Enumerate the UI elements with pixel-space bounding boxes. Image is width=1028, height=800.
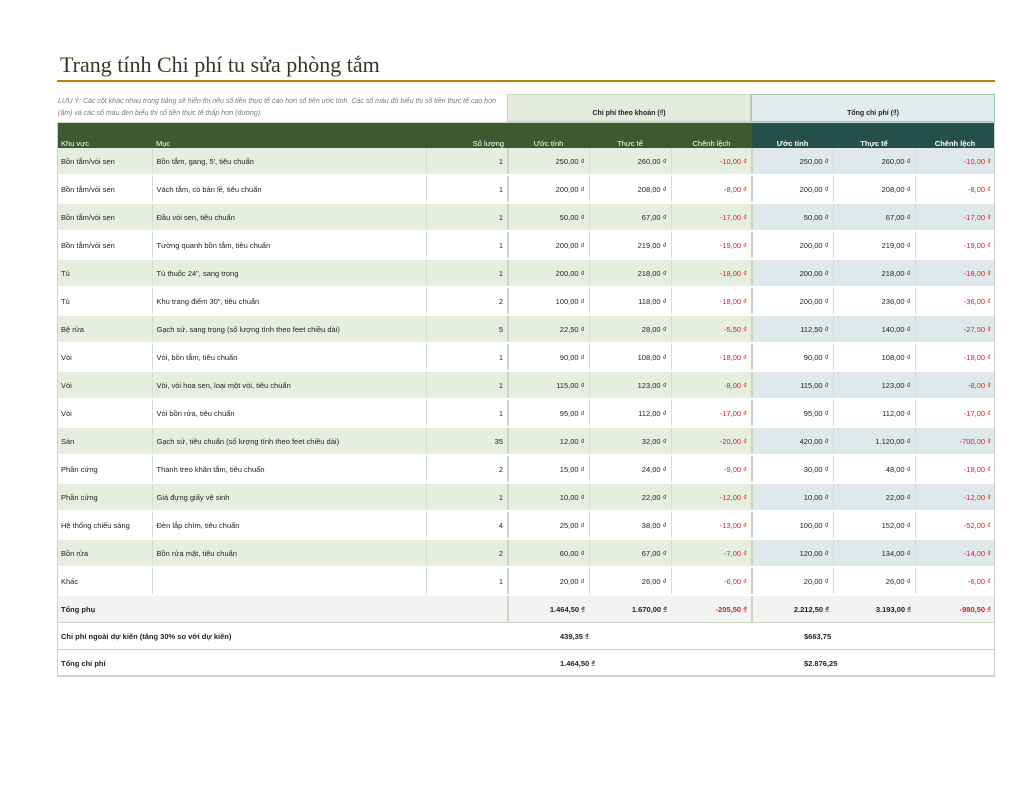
cell-total-est[interactable]: 100,00 ₫ xyxy=(752,511,833,539)
cell-diff[interactable]: -18,00 ₫ xyxy=(671,259,752,287)
note-text: LƯU Ý: Các cột khác nhau trong bảng sẽ hiển thị nếu số tiền thực tế cao hơn số tiền ước tính. Các số màu đỏ biểu thị số tiền thực tế cao hơn (âm) và các số màu đen biểu thị số tiền thực tế thấp hơn (dương). xyxy=(58,98,497,117)
cell-area[interactable]: Bồn tắm/vòi sen xyxy=(57,175,152,203)
cell-area[interactable]: Hệ thống chiếu sáng xyxy=(57,511,152,539)
cell-est[interactable]: 95,00 ₫ xyxy=(508,399,589,427)
cell-area[interactable]: Vòi xyxy=(57,343,152,371)
cell-act[interactable]: 112,00 ₫ xyxy=(589,399,671,427)
cell-item[interactable]: Vòi, bồn tắm, tiêu chuẩn xyxy=(152,343,426,371)
cell-qty[interactable]: 2 xyxy=(426,539,508,567)
cell-total-act[interactable]: 26,00 ₫ xyxy=(833,567,915,595)
cell-area[interactable]: Bồn tắm/vòi sen xyxy=(57,231,152,259)
cell-total-diff[interactable]: -700,00 ₫ xyxy=(915,427,995,455)
cell-est[interactable]: 12,00 ₫ xyxy=(508,427,589,455)
cell-total-act[interactable]: 108,00 ₫ xyxy=(833,343,915,371)
cell-total-diff[interactable]: -8,00 ₫ xyxy=(915,371,995,399)
cell-act[interactable]: 260,00 ₫ xyxy=(589,148,671,175)
cell-act[interactable]: 26,00 ₫ xyxy=(589,567,671,595)
cell-diff[interactable]: -6,00 ₫ xyxy=(671,567,752,595)
cell-total-diff[interactable]: -10,00 ₫ xyxy=(915,148,995,175)
cell-total-est[interactable]: 112,50 ₫ xyxy=(752,315,833,343)
cell-diff[interactable]: -18,00 ₫ xyxy=(671,287,752,315)
cell-qty[interactable]: 1 xyxy=(426,231,508,259)
cell-total-act[interactable]: 48,00 ₫ xyxy=(833,455,915,483)
cell-diff[interactable]: -19,00 ₫ xyxy=(671,231,752,259)
cell-total-est[interactable]: 90,00 ₫ xyxy=(752,343,833,371)
grand-total-row xyxy=(57,650,995,677)
cell-total-act[interactable]: 152,00 ₫ xyxy=(833,511,915,539)
cell-total-diff[interactable]: -14,00 ₫ xyxy=(915,539,995,567)
cell-total-diff[interactable]: -18,00 ₫ xyxy=(915,343,995,371)
table-row xyxy=(57,315,995,343)
cell-item[interactable]: Bồn rửa mặt, tiêu chuẩn xyxy=(152,539,426,567)
table-row xyxy=(57,259,995,287)
table-row xyxy=(57,399,995,427)
cell-diff[interactable]: -17,00 ₫ xyxy=(671,203,752,231)
cell-area[interactable]: Vòi xyxy=(57,399,152,427)
table-row xyxy=(57,203,995,231)
cell-qty[interactable]: 4 xyxy=(426,511,508,539)
title-divider xyxy=(57,80,995,82)
cell-item[interactable]: Vòi bồn rửa, tiêu chuẩn xyxy=(152,399,426,427)
group-header-item-cost: Chi phí theo khoản (₫) xyxy=(507,94,751,122)
cell-area[interactable]: Vòi xyxy=(57,371,152,399)
table-row xyxy=(57,427,995,455)
cell-diff[interactable]: -13,00 ₫ xyxy=(671,511,752,539)
cell-total-diff[interactable]: -27,50 ₫ xyxy=(915,315,995,343)
cell-item[interactable]: Tường quanh bồn tắm, tiêu chuẩn xyxy=(152,231,426,259)
contingency-total[interactable]: $663,75 xyxy=(752,623,995,650)
cell-total-est[interactable]: 250,00 ₫ xyxy=(752,148,833,175)
cell-est[interactable]: 25,00 ₫ xyxy=(508,511,589,539)
cell-diff[interactable]: -8,00 ₫ xyxy=(671,175,752,203)
cell-diff[interactable]: -7,00 ₫ xyxy=(671,539,752,567)
cell-diff[interactable]: -10,00 ₫ xyxy=(671,148,752,175)
subtotal-total-est[interactable]: 2.212,50 ₫ xyxy=(752,595,833,623)
cell-qty[interactable]: 2 xyxy=(426,455,508,483)
cell-est[interactable]: 200,00 ₫ xyxy=(508,175,589,203)
cell-total-est[interactable]: 200,00 ₫ xyxy=(752,231,833,259)
cell-est[interactable]: 15,00 ₫ xyxy=(508,455,589,483)
cell-est[interactable]: 20,00 ₫ xyxy=(508,567,589,595)
cell-total-diff[interactable]: -19,00 ₫ xyxy=(915,231,995,259)
cell-est[interactable]: 22,50 ₫ xyxy=(508,315,589,343)
cell-total-act[interactable]: 134,00 ₫ xyxy=(833,539,915,567)
cell-item[interactable]: Thanh treo khăn tắm, tiêu chuẩn xyxy=(152,455,426,483)
cell-qty[interactable]: 1 xyxy=(426,203,508,231)
cell-item[interactable]: Đèn lắp chìm, tiêu chuẩn xyxy=(152,511,426,539)
cell-diff[interactable]: -12,00 ₫ xyxy=(671,483,752,511)
column-header-total-act[interactable]: Thực tế xyxy=(833,122,915,148)
cell-qty[interactable]: 1 xyxy=(426,371,508,399)
cell-qty[interactable]: 1 xyxy=(426,343,508,371)
cell-item[interactable] xyxy=(152,567,426,595)
column-header-row xyxy=(57,122,995,148)
cell-total-diff[interactable]: -8,00 ₫ xyxy=(915,175,995,203)
subtotal-est[interactable]: 1.464,50 ₫ xyxy=(508,595,589,623)
grand-total-label[interactable]: Tổng chi phí xyxy=(57,650,508,677)
table-row xyxy=(57,371,995,399)
cost-table xyxy=(57,122,995,677)
cell-est[interactable]: 60,00 ₫ xyxy=(508,539,589,567)
cell-total-act[interactable]: 260,00 ₫ xyxy=(833,148,915,175)
column-header-qty[interactable]: Số lượng xyxy=(426,122,508,148)
cell-est[interactable]: 115,00 ₫ xyxy=(508,371,589,399)
cell-qty[interactable]: 1 xyxy=(426,399,508,427)
cell-act[interactable]: 218,00 ₫ xyxy=(589,259,671,287)
cell-est[interactable]: 250,00 ₫ xyxy=(508,148,589,175)
subtotal-diff[interactable]: -205,50 ₫ xyxy=(671,595,752,623)
cell-total-est[interactable]: 30,00 ₫ xyxy=(752,455,833,483)
cell-total-est[interactable]: 200,00 ₫ xyxy=(752,259,833,287)
cell-act[interactable]: 123,00 ₫ xyxy=(589,371,671,399)
contingency-est[interactable]: 439,35 ₫ xyxy=(508,623,752,650)
cell-act[interactable]: 38,00 ₫ xyxy=(589,511,671,539)
cell-total-act[interactable]: 140,00 ₫ xyxy=(833,315,915,343)
cell-total-est[interactable]: 95,00 ₫ xyxy=(752,399,833,427)
cell-act[interactable]: 24,00 ₫ xyxy=(589,455,671,483)
cell-area[interactable]: Phần cứng xyxy=(57,455,152,483)
cell-total-est[interactable]: 10,00 ₫ xyxy=(752,483,833,511)
cell-qty[interactable]: 1 xyxy=(426,259,508,287)
cell-total-act[interactable]: 67,00 ₫ xyxy=(833,203,915,231)
cell-est[interactable]: 200,00 ₫ xyxy=(508,231,589,259)
cell-total-est[interactable]: 200,00 ₫ xyxy=(752,287,833,315)
column-header-est[interactable]: Ước tính xyxy=(508,122,589,148)
table-row xyxy=(57,483,995,511)
cell-item[interactable]: Giá đựng giấy vệ sinh xyxy=(152,483,426,511)
cell-item[interactable]: Đầu vòi sen, tiêu chuẩn xyxy=(152,203,426,231)
column-header-act[interactable]: Thực tế xyxy=(589,122,671,148)
cell-total-est[interactable]: 20,00 ₫ xyxy=(752,567,833,595)
table-row xyxy=(57,511,995,539)
cell-total-diff[interactable]: -52,00 ₫ xyxy=(915,511,995,539)
subtotal-act[interactable]: 1.670,00 ₫ xyxy=(589,595,671,623)
cell-act[interactable]: 22,00 ₫ xyxy=(589,483,671,511)
cell-diff[interactable]: -20,00 ₫ xyxy=(671,427,752,455)
column-header-diff[interactable]: Chênh lệch xyxy=(671,122,752,148)
cell-qty[interactable]: 5 xyxy=(426,315,508,343)
cell-total-diff[interactable]: -12,00 ₫ xyxy=(915,483,995,511)
cell-est[interactable]: 10,00 ₫ xyxy=(508,483,589,511)
table-row xyxy=(57,231,995,259)
cell-area[interactable]: Bệ rửa xyxy=(57,315,152,343)
cell-diff[interactable]: -17,00 ₫ xyxy=(671,399,752,427)
cell-act[interactable]: 67,00 ₫ xyxy=(589,203,671,231)
cell-total-act[interactable]: 208,00 ₫ xyxy=(833,175,915,203)
table-row xyxy=(57,539,995,567)
cell-area[interactable]: Bồn rửa xyxy=(57,539,152,567)
cell-est[interactable]: 50,00 ₫ xyxy=(508,203,589,231)
cell-area[interactable]: Khác xyxy=(57,567,152,595)
cell-qty[interactable]: 1 xyxy=(426,175,508,203)
cell-area[interactable]: Tủ xyxy=(57,259,152,287)
column-header-item[interactable]: Mục xyxy=(152,122,426,148)
group-header-total-cost: Tổng chi phí (₫) xyxy=(751,94,995,122)
cell-item[interactable]: Bồn tắm, gang, 5', tiêu chuẩn xyxy=(152,148,426,175)
grand-total-est[interactable]: 1.464,50 ₫ xyxy=(508,650,752,677)
cell-item[interactable]: Khu trang điểm 30", tiêu chuẩn xyxy=(152,287,426,315)
cell-qty[interactable]: 1 xyxy=(426,483,508,511)
subtotal-label[interactable]: Tổng phụ xyxy=(57,595,508,623)
cell-act[interactable]: 28,00 ₫ xyxy=(589,315,671,343)
cell-area[interactable]: Phần cứng xyxy=(57,483,152,511)
cell-item[interactable]: Tủ thuốc 24", sang trọng xyxy=(152,259,426,287)
cell-act[interactable]: 32,00 ₫ xyxy=(589,427,671,455)
cell-qty[interactable]: 1 xyxy=(426,148,508,175)
cell-total-diff[interactable]: -18,00 ₫ xyxy=(915,259,995,287)
subtotal-row xyxy=(57,595,995,623)
cell-total-act[interactable]: 123,00 ₫ xyxy=(833,371,915,399)
cell-act[interactable]: 118,00 ₫ xyxy=(589,287,671,315)
cell-total-est[interactable]: 115,00 ₫ xyxy=(752,371,833,399)
cell-qty[interactable]: 2 xyxy=(426,287,508,315)
cell-total-est[interactable]: 120,00 ₫ xyxy=(752,539,833,567)
cell-total-act[interactable]: 112,00 ₫ xyxy=(833,399,915,427)
table-row xyxy=(57,455,995,483)
cell-est[interactable]: 100,00 ₫ xyxy=(508,287,589,315)
table-row xyxy=(57,343,995,371)
table-row xyxy=(57,175,995,203)
cell-act[interactable]: 108,00 ₫ xyxy=(589,343,671,371)
cell-total-act[interactable]: 22,00 ₫ xyxy=(833,483,915,511)
table-row xyxy=(57,567,995,595)
page-title: Trang tính Chi phí tu sửa phòng tắm xyxy=(60,52,380,77)
subtotal-total-diff[interactable]: -980,50 ₫ xyxy=(915,595,995,623)
cell-diff[interactable]: -18,00 ₫ xyxy=(671,343,752,371)
cell-diff[interactable]: -9,00 ₫ xyxy=(671,455,752,483)
table-row xyxy=(57,287,995,315)
cell-total-est[interactable]: 420,00 ₫ xyxy=(752,427,833,455)
cell-total-act[interactable]: 218,00 ₫ xyxy=(833,259,915,287)
cell-area[interactable]: Tủ xyxy=(57,287,152,315)
cell-total-act[interactable]: 1.120,00 ₫ xyxy=(833,427,915,455)
cell-total-est[interactable]: 50,00 ₫ xyxy=(752,203,833,231)
cell-act[interactable]: 67,00 ₫ xyxy=(589,539,671,567)
contingency-row xyxy=(57,623,995,650)
cell-diff[interactable]: -5,50 ₫ xyxy=(671,315,752,343)
cell-item[interactable]: Gạch sứ, sang trọng (số lượng tính theo feet chiều dài) xyxy=(152,315,426,343)
cell-total-act[interactable]: 219,00 ₫ xyxy=(833,231,915,259)
subtotal-total-act[interactable]: 3.193,00 ₫ xyxy=(833,595,915,623)
cell-item[interactable]: Gạch sứ, tiêu chuẩn (số lượng tính theo feet chiều dài) xyxy=(152,427,426,455)
cell-item[interactable]: Vách tắm, có bản lề, tiêu chuẩn xyxy=(152,175,426,203)
cell-total-act[interactable]: 236,00 ₫ xyxy=(833,287,915,315)
cell-est[interactable]: 90,00 ₫ xyxy=(508,343,589,371)
cell-total-diff[interactable]: -17,00 ₫ xyxy=(915,203,995,231)
cell-item[interactable]: Vòi, vòi hoa sen, loại một vòi, tiêu chuẩn xyxy=(152,371,426,399)
cell-total-est[interactable]: 200,00 ₫ xyxy=(752,175,833,203)
column-header-area[interactable]: Khu vực xyxy=(57,122,152,148)
cell-total-diff[interactable]: -17,00 ₫ xyxy=(915,399,995,427)
grand-total-total[interactable]: $2.876,25 xyxy=(752,650,995,677)
cell-est[interactable]: 200,00 ₫ xyxy=(508,259,589,287)
cell-area[interactable]: Bồn tắm/vòi sen xyxy=(57,203,152,231)
cell-diff[interactable]: -8,00 ₫ xyxy=(671,371,752,399)
cell-total-diff[interactable]: -36,00 ₫ xyxy=(915,287,995,315)
cell-qty[interactable]: 1 xyxy=(426,567,508,595)
cell-area[interactable]: Sàn xyxy=(57,427,152,455)
cell-act[interactable]: 219,00 ₫ xyxy=(589,231,671,259)
cell-total-diff[interactable]: -18,00 ₫ xyxy=(915,455,995,483)
cell-total-diff[interactable]: -6,00 ₫ xyxy=(915,567,995,595)
table-row xyxy=(57,148,995,175)
contingency-label[interactable]: Chi phí ngoài dự kiến (tăng 30% so với dự kiến) xyxy=(57,623,508,650)
cell-area[interactable]: Bồn tắm/vòi sen xyxy=(57,148,152,175)
cell-act[interactable]: 208,00 ₫ xyxy=(589,175,671,203)
column-header-total-diff[interactable]: Chênh lệch xyxy=(915,122,995,148)
cell-qty[interactable]: 35 xyxy=(426,427,508,455)
column-header-total-est[interactable]: Ước tính xyxy=(752,122,833,148)
